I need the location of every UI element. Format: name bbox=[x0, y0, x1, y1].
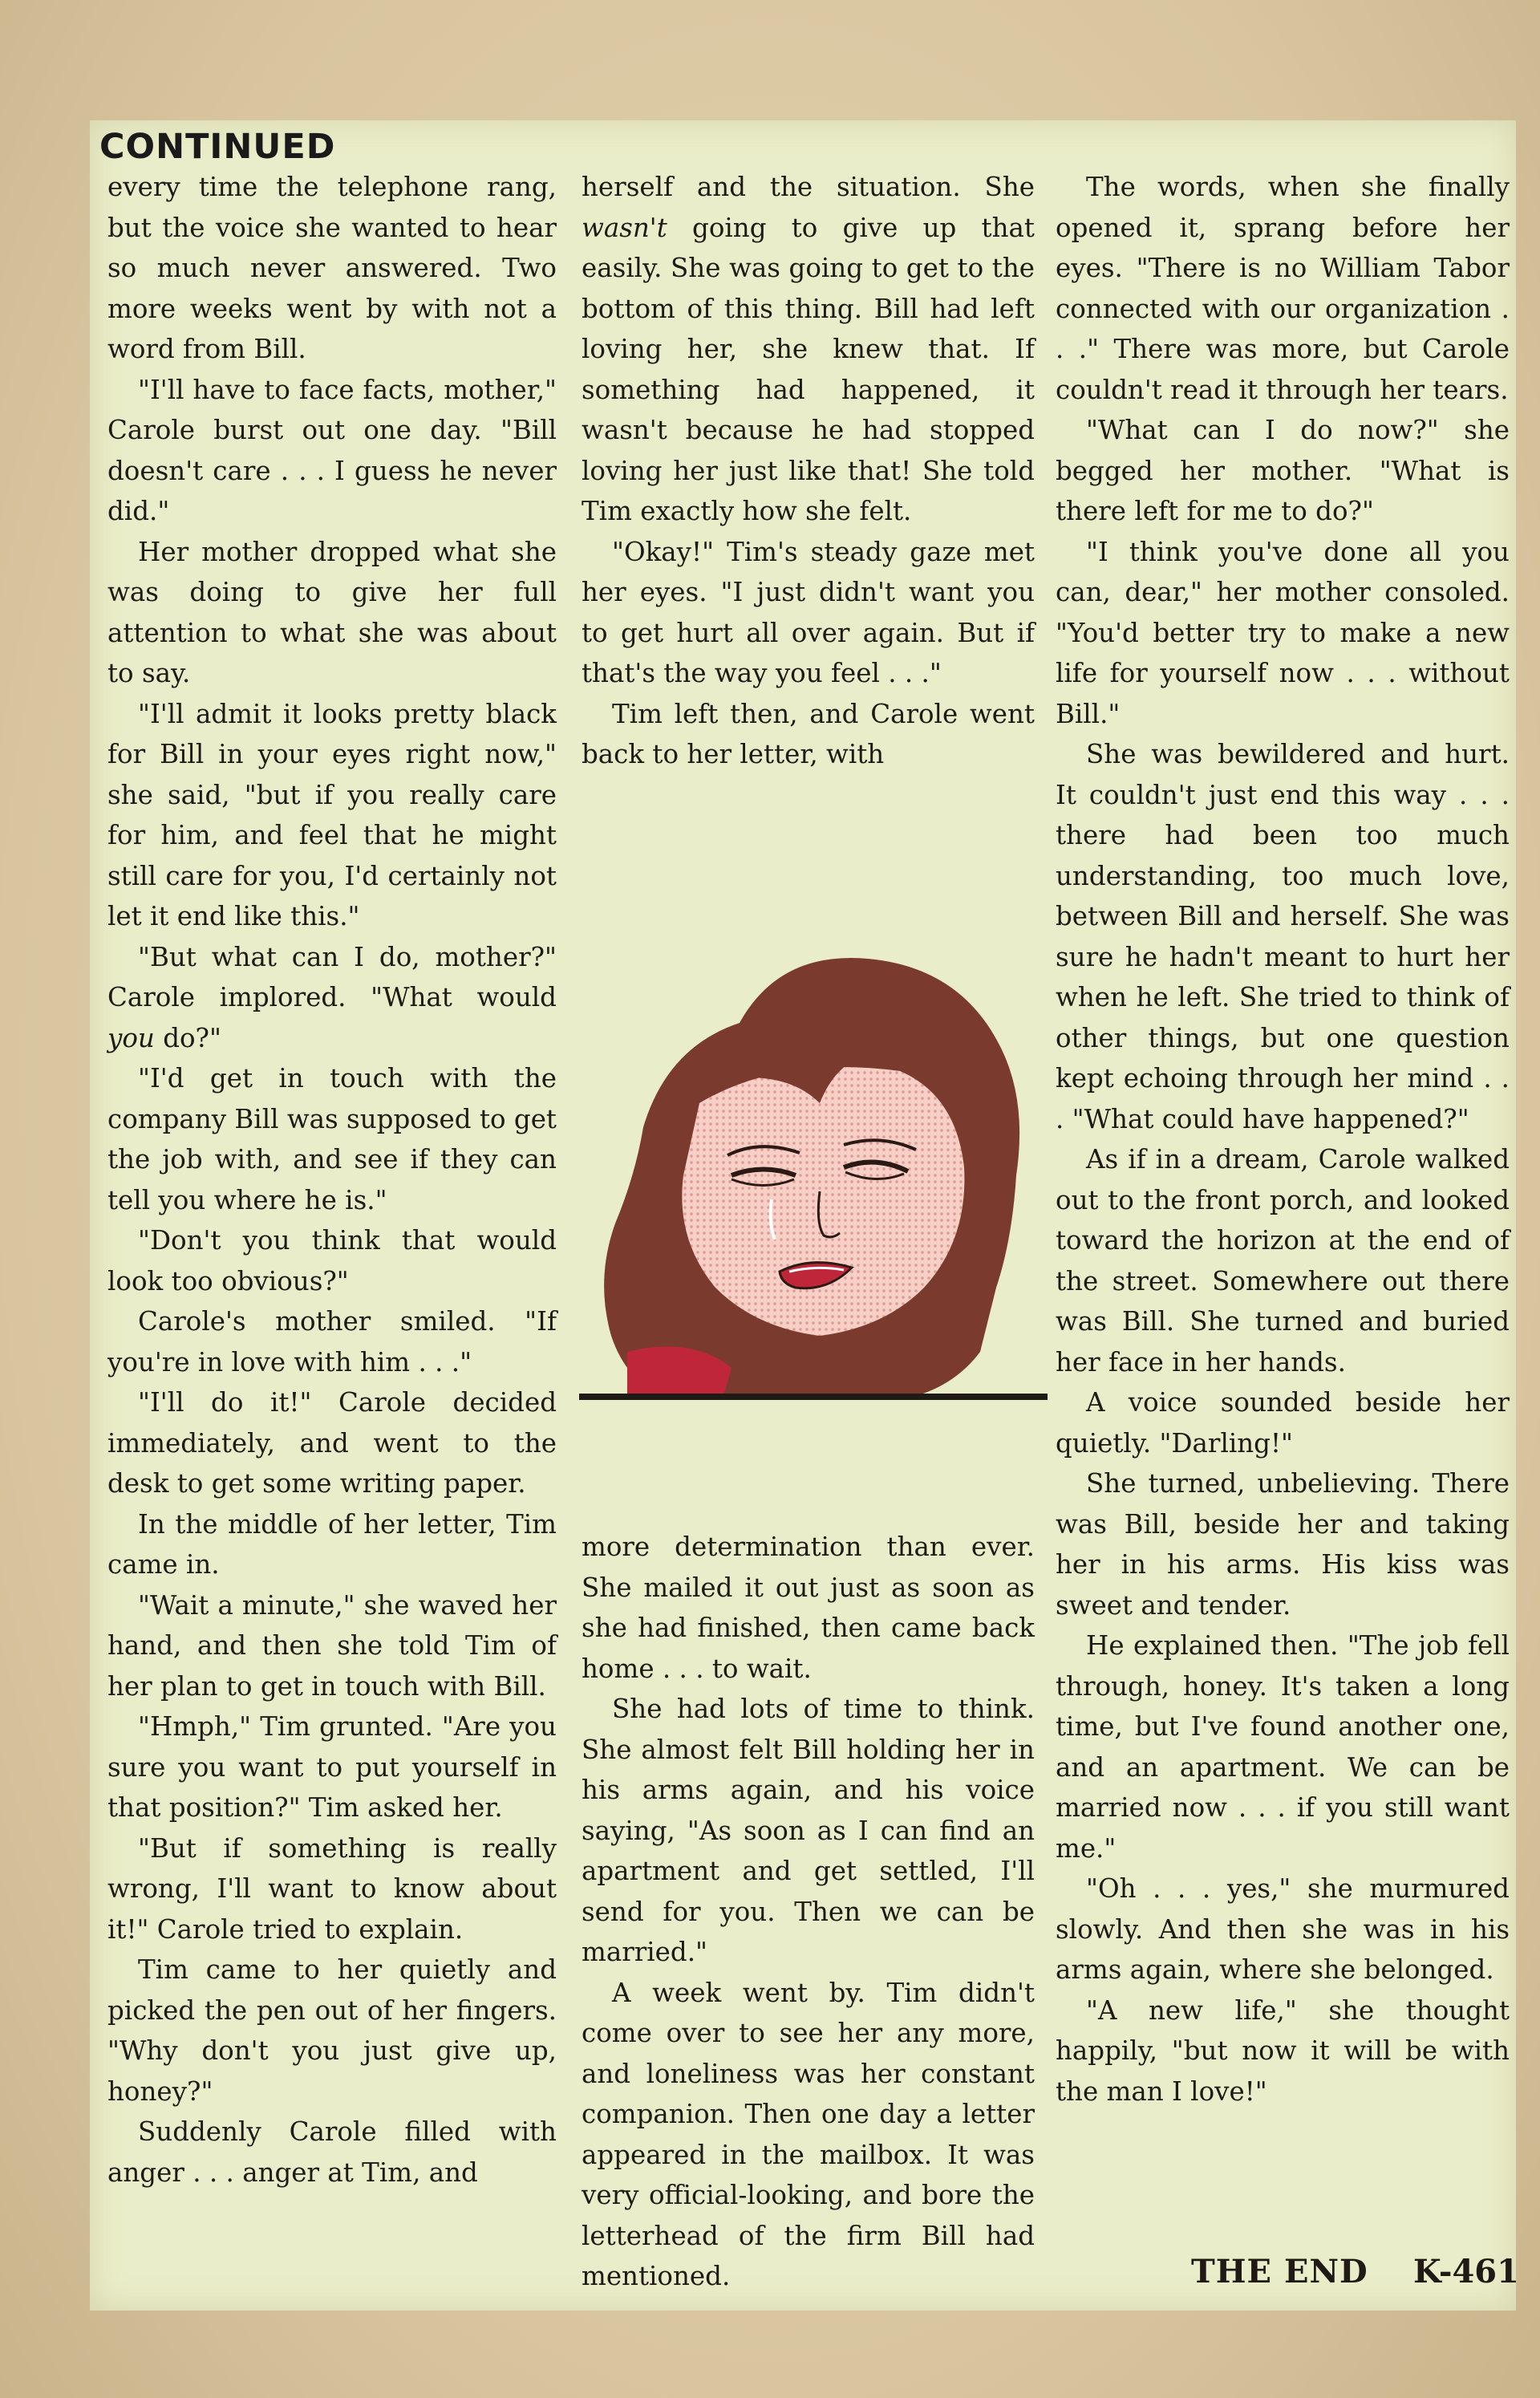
paragraph: "A new life," she thought happily, "but now it will be with the man I love!" bbox=[1056, 1994, 1510, 2107]
paragraph bbox=[582, 167, 1035, 532]
paragraph-text: "But what can I do, mother?" Carole implored. "What would bbox=[107, 941, 557, 1012]
paragraph: He explained then. "The job fell through, honey. It's taken a long time, but I've found another one, and an apartment. We can be married now . . . if you still want me." bbox=[1056, 1630, 1510, 1864]
paragraph-text: going to give up that easily. She was going to get to the bottom of this thing. Bill had left loving her, she knew that. If something had happened, it wasn't because he had stopped loving her just like that! She told Tim exactly how she felt. bbox=[582, 212, 1035, 526]
paragraph: "I think you've done all you can, dear," her mother consoled. "You'd better try to make a new life for yourself now . . . without Bill." bbox=[1056, 536, 1510, 729]
paragraph: In the middle of her letter, Tim came in. bbox=[107, 1508, 557, 1580]
paragraph: "Hmph," Tim grunted. "Are you sure you want to put yourself in that position?" Tim asked her. bbox=[107, 1711, 557, 1823]
paragraph: A week went by. Tim didn't come over to see her any more, and loneliness was her constant companion. Then one day a letter appeared in the mailbox. It was very official-looking, and bore the letterhead of the firm Bill had mentioned. bbox=[582, 1977, 1035, 2291]
paragraph: Her mother dropped what she was doing to give her full attention to what she was about to say. bbox=[107, 536, 557, 688]
story-column-2-bottom bbox=[582, 1527, 1035, 2297]
paragraph: Suddenly Carole filled with anger . . . anger at Tim, and bbox=[107, 2116, 557, 2188]
emphasis-you: you bbox=[107, 1022, 155, 1053]
paragraph: Carole's mother smiled. "If you're in love with him . . ." bbox=[107, 1306, 557, 1378]
continued-label: CONTINUED bbox=[99, 127, 336, 167]
paragraph: "I'll do it!" Carole decided immediately, and went to the desk to get some writing paper. bbox=[107, 1387, 557, 1499]
paragraph: more determination than ever. She mailed it out just as soon as she had finished, then came back home . . . to wait. bbox=[582, 1532, 1035, 1684]
paragraph: She had lots of time to think. She almost felt Bill holding her in his arms again, and his voice saying, "As soon as I can find an apartment and get settled, I'll send for you. Then we can be married." bbox=[582, 1694, 1035, 1967]
paragraph: "I'd get in touch with the company Bill was supposed to get the job with, and see if they can tell you where he is." bbox=[107, 1063, 557, 1215]
emphasis-wasnt: wasn't bbox=[582, 212, 667, 243]
paragraph bbox=[107, 937, 557, 1059]
paragraph: A voice sounded beside her quietly. "Darling!" bbox=[1056, 1387, 1510, 1459]
the-end-label: THE END bbox=[1191, 2253, 1368, 2290]
paragraph: "What can I do now?" she begged her mother. "What is there left for me to do?" bbox=[1056, 415, 1510, 526]
paragraph: She turned, unbelieving. There was Bill, beside her and taking her in his arms. His kiss was sweet and tender. bbox=[1056, 1468, 1510, 1621]
story-column-1 bbox=[107, 167, 557, 2193]
paragraph: "Wait a minute," she waved her hand, and then she told Tim of her plan to get in touch with Bill. bbox=[107, 1589, 557, 1702]
story-column-3 bbox=[1056, 167, 1510, 2112]
paragraph: The words, when she finally opened it, sprang before her eyes. "There is no William Tabor connected with our organization . . ." There was more, but Carole couldn't read it through her tears. bbox=[1056, 172, 1510, 405]
paragraph: As if in a dream, Carole walked out to the front porch, and looked toward the horizon at the end of the street. Somewhere out there was Bill. She turned and buried her face in her hands. bbox=[1056, 1144, 1510, 1378]
paragraph: "Don't you think that would look too obvious?" bbox=[107, 1225, 557, 1296]
paragraph: "I'll have to face facts, mother," Carole burst out one day. "Bill doesn't care . . . I guess he never did." bbox=[107, 374, 557, 526]
paragraph: "Oh . . . yes," she murmured slowly. And then she was in his arms again, where she belonged. bbox=[1056, 1873, 1510, 1985]
paragraph: every time the telephone rang, but the voice she wanted to hear so much never answered. Two more weeks went by with not a word from Bill. bbox=[107, 172, 557, 364]
paragraph: "Okay!" Tim's steady gaze met her eyes. "I just didn't want you to get hurt all over again. But if that's the way you feel . . ." bbox=[582, 536, 1035, 688]
paragraph-text: herself and the situation. She bbox=[582, 172, 1035, 202]
paragraph: "I'll admit it looks pretty black for Bill in your eyes right now," she said, "but if you really care for him, and feel that he might still care for you, I'd certainly not let it end like this." bbox=[107, 698, 557, 931]
paragraph: Tim came to her quietly and picked the pen out of her fingers. "Why don't you just give up, honey?" bbox=[107, 1954, 557, 2107]
paragraph-tail: do?" bbox=[154, 1022, 221, 1053]
paragraph: She was bewildered and hurt. It couldn't just end this way . . . there had been too much understanding, too much love, between Bill and herself. She was sure he hadn't meant to hurt her when he left. She tried to think of other things, but one question kept echoing through her mind . . . "What could have happened?" bbox=[1056, 739, 1510, 1134]
woman-portrait-illustration bbox=[579, 935, 1048, 1400]
story-code: K-461 bbox=[1413, 2253, 1519, 2290]
paragraph: "But if something is really wrong, I'll want to know about it!" Carole tried to explain. bbox=[107, 1832, 557, 1945]
paragraph: Tim left then, and Carole went back to her letter, with bbox=[582, 698, 1035, 769]
story-column-2-top bbox=[582, 167, 1035, 775]
